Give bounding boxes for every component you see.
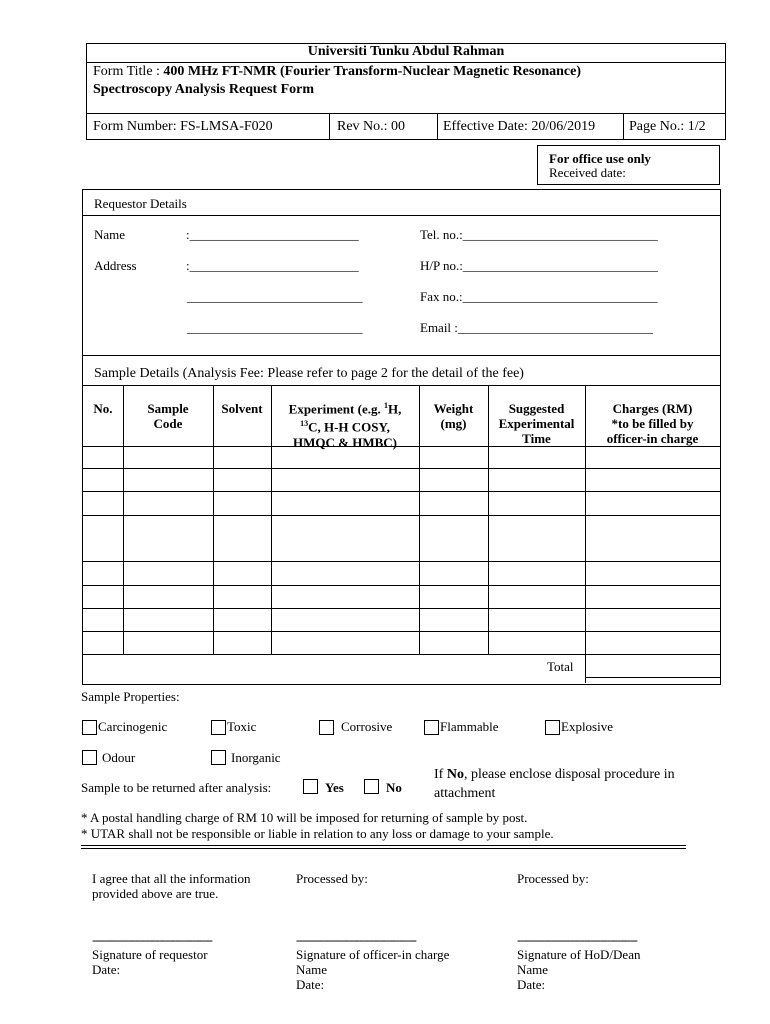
inorganic-label: Inorganic <box>231 750 281 765</box>
col-header-text: C, H-H COSY, <box>308 419 390 435</box>
university-row <box>87 44 725 63</box>
received-date-label: Received date: <box>549 165 626 180</box>
explosive-label: Explosive <box>561 719 613 734</box>
disposal-note-bold: No <box>446 767 464 782</box>
divider <box>623 114 624 140</box>
col-header-no: No. <box>93 401 113 416</box>
col-header-text: Time <box>522 431 551 446</box>
inorganic-checkbox[interactable] <box>211 750 226 765</box>
return-yes-label: Yes <box>325 780 344 795</box>
superscript: 13 <box>300 419 309 429</box>
divider <box>585 677 720 678</box>
requestor-signature-label: Signature of requestor <box>92 947 208 962</box>
carcinogenic-checkbox[interactable] <box>82 720 97 735</box>
effective-date: Effective Date: 20/06/2019 <box>443 119 596 134</box>
disposal-note-text: , please enclose disposal procedure in <box>463 767 675 782</box>
address-field-3[interactable]: ___________________________ <box>187 320 363 335</box>
table-row[interactable] <box>83 631 720 632</box>
col-header-text: Experiment (e.g. <box>288 401 384 417</box>
form-title-label: Form Title : <box>93 64 160 79</box>
hod-signature-label: Signature of HoD/Dean <box>517 947 641 962</box>
requestor-section-title: Requestor Details <box>94 196 187 211</box>
divider <box>437 114 438 140</box>
col-header-text: (mg) <box>440 416 467 431</box>
toxic-label: Toxic <box>227 719 257 734</box>
superscript: 1 <box>383 401 388 410</box>
table-row[interactable] <box>83 515 720 516</box>
col-header-suggested-time <box>488 401 585 446</box>
table-row[interactable] <box>83 608 720 609</box>
carcinogenic-label: Carcinogenic <box>98 719 168 734</box>
officer-date-label: Date: <box>296 977 325 992</box>
office-use-title: For office use only <box>549 151 651 166</box>
col-header-weight <box>419 401 488 431</box>
explosive-checkbox[interactable] <box>545 720 560 735</box>
table-row[interactable] <box>83 561 720 562</box>
table-row[interactable] <box>83 585 720 586</box>
form-title-line2: Spectroscopy Analysis Request Form <box>93 82 315 97</box>
agreement-line2: provided above are true. <box>92 886 219 901</box>
officer-name-label: Name <box>296 962 328 977</box>
officer-signature-line[interactable]: ------------------------------------ <box>296 932 416 947</box>
total-label: Total <box>547 659 574 674</box>
university-name: Universiti Tunku Abdul Rahman <box>307 44 505 59</box>
address-field-1[interactable]: :__________________________ <box>186 258 359 273</box>
divider <box>83 355 720 356</box>
processed-by-officer: Processed by: <box>296 871 368 886</box>
hod-signature-line[interactable]: ------------------------------------ <box>517 932 637 947</box>
request-main-box <box>82 189 721 685</box>
form-title-line1: 400 MHz FT-NMR (Fourier Transform-Nuclear Magnetic Resonance) <box>163 64 582 79</box>
office-use-box <box>537 145 720 185</box>
liability-note: * UTAR shall not be responsible or liable in relation to any loss or damage to your sample. <box>81 826 554 841</box>
col-header-sample-code <box>123 401 213 431</box>
col-header-solvent: Solvent <box>221 401 263 416</box>
double-rule <box>81 845 686 849</box>
form-title <box>93 64 581 80</box>
col-header-text: Charges (RM) <box>612 401 693 416</box>
form-number: Form Number: FS-LMSA-F020 <box>93 119 273 134</box>
col-header-text: officer-in charge <box>606 431 699 446</box>
requestor-signature-line[interactable]: ------------------------------------ <box>92 932 212 947</box>
divider <box>83 385 720 386</box>
flammable-label: Flammable <box>440 719 499 734</box>
rev-no: Rev No.: 00 <box>337 119 406 134</box>
name-field[interactable]: :__________________________ <box>186 227 359 242</box>
table-row[interactable] <box>83 654 720 655</box>
address-label: Address <box>94 258 137 273</box>
processed-by-hod: Processed by: <box>517 871 589 886</box>
col-header-text: H, <box>387 401 402 417</box>
divider <box>83 215 720 216</box>
return-no-label: No <box>386 780 402 795</box>
flammable-checkbox[interactable] <box>424 720 439 735</box>
sample-section-title: Sample Details (Analysis Fee: Please refer to page 2 for the detail of the fee) <box>94 366 524 381</box>
form-header <box>86 43 726 140</box>
col-header-text <box>271 398 419 416</box>
toxic-checkbox[interactable] <box>211 720 226 735</box>
table-row[interactable] <box>83 491 720 492</box>
odour-label: Odour <box>102 750 136 765</box>
table-row[interactable] <box>83 468 720 469</box>
return-label: Sample to be returned after analysis: <box>81 780 272 795</box>
corrosive-checkbox[interactable] <box>319 720 334 735</box>
col-header-text: Weight <box>433 401 474 416</box>
col-header-text: HMQC & HMBC) <box>293 434 397 450</box>
col-header-text: Suggested <box>508 401 565 416</box>
tel-field[interactable]: Tel. no.:______________________________ <box>420 227 658 242</box>
return-yes-checkbox[interactable] <box>303 779 318 794</box>
col-header-text: Sample <box>147 401 189 416</box>
hp-field[interactable]: H/P no.:______________________________ <box>420 258 658 273</box>
col-header-text: Experimental <box>498 416 575 431</box>
page-number: Page No.: 1/2 <box>629 119 706 134</box>
sample-properties-title: Sample Properties: <box>81 689 180 704</box>
disposal-note-line2: attachment <box>434 786 496 801</box>
divider <box>329 114 330 140</box>
table-row[interactable] <box>83 446 720 447</box>
col-header-experiment <box>271 398 419 450</box>
col-header-text <box>271 416 419 434</box>
col-header-text: *to be filled by <box>611 416 694 431</box>
hod-name-label: Name <box>517 962 549 977</box>
postal-note: * A postal handling charge of RM 10 will be imposed for returning of sample by post. <box>81 810 528 825</box>
fax-field[interactable]: Fax no.:______________________________ <box>420 289 658 304</box>
disposal-note-text: If <box>434 767 447 782</box>
name-label: Name <box>94 227 126 242</box>
email-field[interactable]: Email :______________________________ <box>420 320 653 335</box>
hod-date-label: Date: <box>517 977 546 992</box>
odour-checkbox[interactable] <box>82 750 97 765</box>
disposal-note <box>434 767 675 783</box>
officer-signature-label: Signature of officer-in charge <box>296 947 450 962</box>
requestor-date-label: Date: <box>92 962 121 977</box>
agreement-line1: I agree that all the information <box>92 871 251 886</box>
corrosive-label: Corrosive <box>341 719 393 734</box>
column-divider <box>213 385 214 654</box>
return-no-checkbox[interactable] <box>364 779 379 794</box>
col-header-charges <box>585 401 720 446</box>
col-header-text: Code <box>153 416 183 431</box>
form-meta-row <box>87 113 725 140</box>
address-field-2[interactable]: ___________________________ <box>187 289 363 304</box>
